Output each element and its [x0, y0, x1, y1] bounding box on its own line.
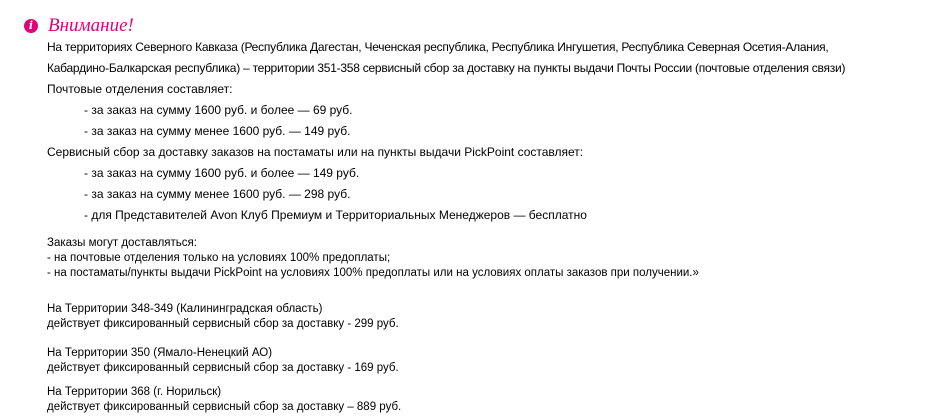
- notice-title: Внимание!: [48, 15, 134, 36]
- pickpoint-rate-item: - за заказ на сумму менее 1600 руб. — 298 руб.: [84, 187, 351, 201]
- pickpoint-rate-item: - для Представителей Avon Клуб Премиум и Территориальных Менеджеров — бесплатно: [84, 208, 587, 222]
- info-icon: i: [24, 19, 38, 33]
- intro-line: На территориях Северного Кавказа (Республика Дагестан, Чеченская республика, Республика Ингушетия, Республика Северная Осетия-Алания,: [47, 40, 829, 54]
- post-rate-item: - за заказ на сумму менее 1600 руб. — 149 руб.: [84, 124, 351, 138]
- notice-header: [24, 14, 134, 38]
- territory-fee: действует фиксированный сервисный сбор за доставку - 299 руб.: [47, 318, 399, 330]
- intro-line: Кабардино-Балкарская республика) – территории 351-358 сервисный сбор за доставку на пункты выдачи Почты России (почтовые отделения связи): [47, 61, 846, 75]
- territory-name: На Территории 368 (г. Норильск): [47, 386, 222, 398]
- territory-fee: действует фиксированный сервисный сбор за доставку – 889 руб.: [47, 401, 402, 413]
- territory-name: На Территории 350 (Ямало-Ненецкий АО): [47, 347, 273, 359]
- delivery-condition-item: - на почтовые отделения только на условиях 100% предоплаты;: [47, 252, 391, 264]
- pickpoint-heading: Сервисный сбор за доставку заказов на постаматы или на пункты выдачи PickPoint составляет:: [47, 145, 584, 159]
- delivery-conditions-heading: Заказы могут доставляться:: [47, 237, 197, 249]
- post-rate-item: - за заказ на сумму 1600 руб. и более — 69 руб.: [84, 103, 353, 117]
- pickpoint-rate-item: - за заказ на сумму 1600 руб. и более — 149 руб.: [84, 166, 360, 180]
- territory-fee: действует фиксированный сервисный сбор за доставку - 169 руб.: [47, 362, 399, 374]
- intro-line: Почтовые отделения составляет:: [47, 82, 233, 96]
- territory-name: На Территории 348-349 (Калининградская область): [47, 303, 323, 315]
- delivery-condition-item: - на постаматы/пункты выдачи PickPoint на условиях 100% предоплаты или на условиях оплаты заказов при получении.»: [47, 267, 699, 279]
